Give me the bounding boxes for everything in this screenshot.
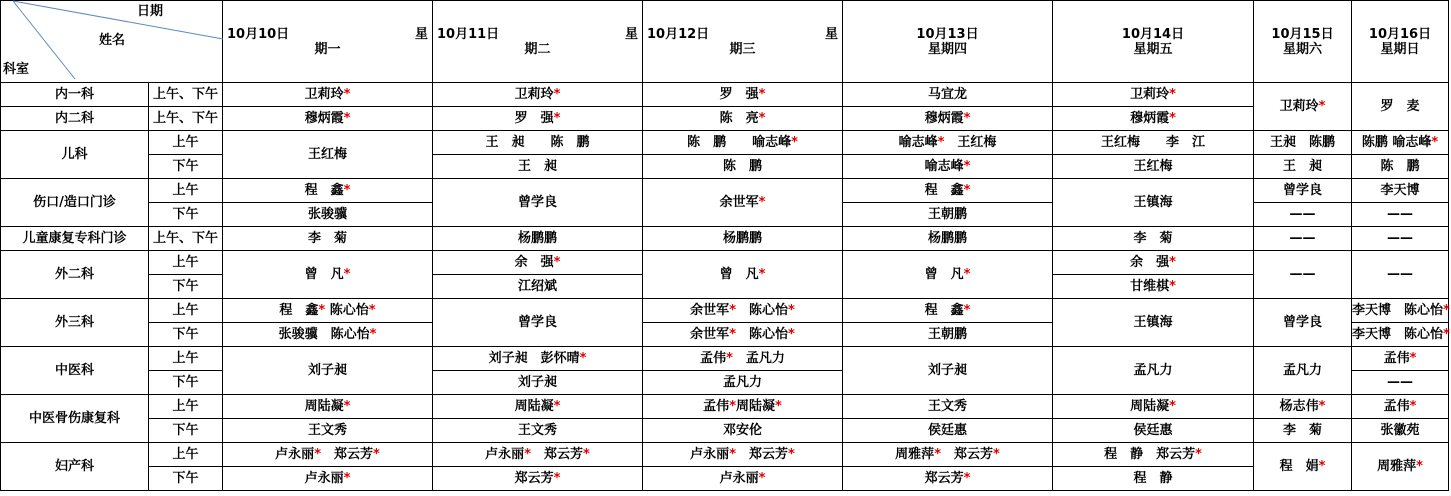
- asterisk-marker: *: [963, 159, 971, 174]
- cell: 李天博 陈心怡*: [1352, 299, 1449, 323]
- cell: 周陆凝*: [223, 395, 433, 419]
- dept-neiyi: 内一科: [1, 83, 149, 107]
- period-am: 上午: [149, 347, 223, 371]
- asterisk-marker: *: [758, 111, 766, 126]
- row-erke-pm: [1, 155, 1449, 179]
- cell: 周陆凝*: [1053, 395, 1254, 419]
- cell: 邓安伦: [643, 419, 843, 443]
- header-row: [1, 1, 1449, 83]
- asterisk-marker: *: [758, 471, 766, 486]
- cell: 王 昶: [433, 155, 643, 179]
- cell: 罗 麦: [1352, 83, 1449, 131]
- row-fuchan-pm: [1, 467, 1449, 491]
- asterisk-marker: *: [1169, 255, 1176, 270]
- asterisk-marker: *: [1169, 279, 1176, 294]
- row-fuchan-am: [1, 443, 1449, 467]
- row-neiyi: [1, 83, 1449, 107]
- asterisk-marker: *: [343, 399, 351, 414]
- cell: 喻志峰* 王红梅: [843, 131, 1053, 155]
- period-both: 上午、下午: [149, 227, 223, 251]
- cell: 穆炳霞*: [1053, 107, 1254, 131]
- cell: ——: [1352, 371, 1449, 395]
- row-zhongyigu-am: [1, 395, 1449, 419]
- asterisk-marker: *: [1169, 87, 1176, 102]
- cell: 孟伟*: [1352, 347, 1449, 371]
- cell: 张骏骥: [223, 203, 433, 227]
- cell: ——: [1352, 251, 1449, 299]
- asterisk-marker: *: [343, 471, 351, 486]
- cell: 程 静 郑云芳*: [1053, 443, 1254, 467]
- cell: 杨志伟*: [1254, 395, 1352, 419]
- asterisk-marker: *: [343, 111, 351, 126]
- asterisk-marker: *: [963, 183, 971, 198]
- cell: 王红梅: [223, 131, 433, 179]
- cell: 周雅萍*: [1352, 443, 1449, 491]
- cell: 王镇海: [1053, 179, 1254, 227]
- asterisk-marker: *: [1431, 135, 1439, 150]
- asterisk-marker: *: [1416, 459, 1423, 474]
- cell: 程 静: [1053, 467, 1254, 491]
- cell: 刘子昶: [433, 371, 643, 395]
- asterisk-marker: *: [729, 399, 736, 414]
- cell: 李 菊: [223, 227, 433, 251]
- row-neier: [1, 107, 1449, 131]
- period-am: 上午: [149, 131, 223, 155]
- asterisk-marker: *: [726, 351, 733, 366]
- row-erke-am: [1, 131, 1449, 155]
- period-am: 上午: [149, 299, 223, 323]
- asterisk-marker: *: [583, 447, 590, 462]
- asterisk-marker: *: [1169, 111, 1176, 126]
- period-am: 上午: [149, 179, 223, 203]
- cell: ——: [1352, 203, 1449, 227]
- cell: 王昶 陈鹏: [1254, 131, 1352, 155]
- cell: 王文秀: [843, 395, 1053, 419]
- cell: 杨鹏鹏: [843, 227, 1053, 251]
- asterisk-marker: *: [553, 87, 561, 102]
- cell: 王红梅 李 江: [1053, 131, 1254, 155]
- date-header-2: 10月12日 星 期三: [643, 1, 843, 83]
- cell: 陈 鹏 喻志峰*: [643, 131, 843, 155]
- period-both: 上午、下午: [149, 83, 223, 107]
- cell: 王 昶 陈 鹏: [433, 131, 643, 155]
- cell: 郑云芳*: [843, 467, 1053, 491]
- dept-waisan: 外三科: [1, 299, 149, 347]
- cell: 陈 鹏: [1352, 155, 1449, 179]
- asterisk-marker: *: [1409, 399, 1417, 414]
- period-am: 上午: [149, 251, 223, 275]
- asterisk-marker: *: [343, 267, 351, 282]
- asterisk-marker: *: [553, 111, 561, 126]
- cell: 罗 强*: [643, 83, 843, 107]
- cell: ——: [1352, 227, 1449, 251]
- cell: 李 菊: [1053, 227, 1254, 251]
- asterisk-marker: *: [1318, 99, 1326, 114]
- cell: 曾 凡*: [643, 251, 843, 299]
- cell: 卢永丽* 郑云芳*: [223, 443, 433, 467]
- asterisk-marker: *: [758, 267, 766, 282]
- asterisk-marker: *: [318, 303, 326, 318]
- dept-neier: 内二科: [1, 107, 149, 131]
- corner-header: [1, 1, 223, 83]
- cell: 曾学良: [1254, 179, 1352, 203]
- period-pm: 下午: [149, 419, 223, 443]
- cell: 余世军* 陈心怡*: [643, 299, 843, 323]
- asterisk-marker: *: [729, 303, 736, 318]
- asterisk-marker: *: [758, 87, 766, 102]
- date-header-3: 10月13日 星期四: [843, 1, 1053, 83]
- row-ertong: [1, 227, 1449, 251]
- cell: 程 鑫* 陈心怡*: [223, 299, 433, 323]
- row-waisan-am: [1, 299, 1449, 323]
- date-header-4: 10月14日 星期五: [1053, 1, 1254, 83]
- date-header-0: 10月10日 星 期一: [223, 1, 433, 83]
- cell: 卫莉玲*: [433, 83, 643, 107]
- cell: 陈鹏 喻志峰*: [1352, 131, 1449, 155]
- period-am: 上午: [149, 395, 223, 419]
- date-header-1: 10月11日 星 期二: [433, 1, 643, 83]
- cell: 李天博: [1352, 179, 1449, 203]
- cell: 刘子昶: [223, 347, 433, 395]
- cell: 余世军*: [643, 179, 843, 227]
- period-pm: 下午: [149, 275, 223, 299]
- asterisk-marker: *: [1443, 303, 1450, 318]
- asterisk-marker: *: [788, 303, 795, 318]
- cell: 孟伟* 孟凡力: [643, 347, 843, 371]
- cell: 程 娟*: [1254, 443, 1352, 491]
- cell: ——: [1254, 203, 1352, 227]
- asterisk-marker: *: [934, 447, 941, 462]
- asterisk-marker: *: [729, 447, 736, 462]
- cell: 曾 凡*: [843, 251, 1053, 299]
- asterisk-marker: *: [1318, 399, 1326, 414]
- cell: 穆炳霞*: [843, 107, 1053, 131]
- cell: 王红梅: [1053, 155, 1254, 179]
- asterisk-marker: *: [788, 447, 795, 462]
- cell: 甘维棋*: [1053, 275, 1254, 299]
- cell: 陈 鹏: [643, 155, 843, 179]
- cell: 穆炳霞*: [223, 107, 433, 131]
- period-am: 上午: [149, 443, 223, 467]
- cell: 张徽苑: [1352, 419, 1449, 443]
- cell: 曾 凡*: [223, 251, 433, 299]
- cell: 王朝鹏: [843, 323, 1053, 347]
- cell: ——: [1254, 227, 1352, 251]
- cell: 杨鹏鹏: [433, 227, 643, 251]
- asterisk-marker: *: [553, 399, 561, 414]
- cell: 卢永丽* 郑云芳*: [433, 443, 643, 467]
- cell: 王 昶: [1254, 155, 1352, 179]
- asterisk-marker: *: [963, 303, 971, 318]
- asterisk-marker: *: [993, 447, 1000, 462]
- row-waier-am: [1, 251, 1449, 275]
- cell: 程 鑫*: [843, 179, 1053, 203]
- period-pm: 下午: [149, 155, 223, 179]
- cell: 卫莉玲*: [1053, 83, 1254, 107]
- cell: 孟伟*: [1352, 395, 1449, 419]
- cell: 孟凡力: [643, 371, 843, 395]
- date-header-6: 10月16日 星期日: [1352, 1, 1449, 83]
- asterisk-marker: *: [369, 327, 377, 342]
- cell: 李天博 陈心怡*: [1352, 323, 1449, 347]
- cell: 卢永丽*: [643, 467, 843, 491]
- cell: 孟伟*周陆凝*: [643, 395, 843, 419]
- asterisk-marker: *: [1318, 459, 1326, 474]
- asterisk-marker: *: [758, 195, 766, 210]
- cell: 侯廷惠: [1053, 419, 1254, 443]
- dept-zhongyi: 中医科: [1, 347, 149, 395]
- asterisk-marker: *: [1409, 351, 1417, 366]
- cell: 余 强*: [1053, 251, 1254, 275]
- asterisk-marker: *: [343, 183, 351, 198]
- cell: 卢永丽* 郑云芳*: [643, 443, 843, 467]
- cell: 杨鹏鹏: [643, 227, 843, 251]
- dept-ertong: 儿童康复专科门诊: [1, 227, 149, 251]
- name-label: 姓名: [99, 33, 126, 48]
- period-both: 上午、下午: [149, 107, 223, 131]
- cell: 陈 亮*: [643, 107, 843, 131]
- cell: 李 菊: [1254, 419, 1352, 443]
- cell: 余世军* 陈心怡*: [643, 323, 843, 347]
- cell: 江绍斌: [433, 275, 643, 299]
- asterisk-marker: *: [775, 399, 782, 414]
- asterisk-marker: *: [729, 327, 736, 342]
- asterisk-marker: *: [1443, 327, 1450, 342]
- cell: 卫莉玲*: [223, 83, 433, 107]
- row-zhongyi-am: [1, 347, 1449, 371]
- cell: 侯廷惠: [843, 419, 1053, 443]
- asterisk-marker: *: [1169, 399, 1176, 414]
- asterisk-marker: *: [963, 471, 971, 486]
- cell: 周雅萍* 郑云芳*: [843, 443, 1053, 467]
- period-pm: 下午: [149, 323, 223, 347]
- period-pm: 下午: [149, 371, 223, 395]
- cell: 王镇海: [1053, 299, 1254, 347]
- cell: 孟凡力: [1053, 347, 1254, 395]
- cell: 孟凡力: [1254, 347, 1352, 395]
- dept-shangkou: 伤口/造口门诊: [1, 179, 149, 227]
- asterisk-marker: *: [579, 351, 587, 366]
- cell: ——: [1254, 251, 1352, 299]
- cell: 曾学良: [1254, 299, 1352, 347]
- dept-label: 科室: [3, 62, 30, 77]
- cell: 王朝鹏: [843, 203, 1053, 227]
- cell: 王文秀: [433, 419, 643, 443]
- date-header-5: 10月15日 星期六: [1254, 1, 1352, 83]
- cell: 喻志峰*: [843, 155, 1053, 179]
- cell: 罗 强*: [433, 107, 643, 131]
- asterisk-marker: *: [553, 471, 561, 486]
- asterisk-marker: *: [963, 267, 971, 282]
- cell: 程 鑫*: [843, 299, 1053, 323]
- asterisk-marker: *: [963, 111, 971, 126]
- cell: 马宜龙: [843, 83, 1053, 107]
- cell: 刘子昶 彭怀晴*: [433, 347, 643, 371]
- dept-erke: 儿科: [1, 131, 149, 179]
- row-zhongyigu-pm: [1, 419, 1449, 443]
- cell: 王文秀: [223, 419, 433, 443]
- date-label: 日期: [137, 4, 164, 19]
- asterisk-marker: *: [368, 303, 376, 318]
- asterisk-marker: *: [788, 327, 795, 342]
- dept-zhongyigu: 中医骨伤康复科: [1, 395, 149, 443]
- cell: 卢永丽*: [223, 467, 433, 491]
- cell: 刘子昶: [843, 347, 1053, 395]
- cell: 曾学良: [433, 299, 643, 347]
- dept-fuchan: 妇产科: [1, 443, 149, 491]
- cell: 张骏骥 陈心怡*: [223, 323, 433, 347]
- asterisk-marker: *: [314, 447, 321, 462]
- asterisk-marker: *: [937, 135, 945, 150]
- asterisk-marker: *: [343, 87, 351, 102]
- cell: 卫莉玲*: [1254, 83, 1352, 131]
- asterisk-marker: *: [373, 447, 380, 462]
- cell: 周陆凝*: [433, 395, 643, 419]
- asterisk-marker: *: [524, 447, 531, 462]
- cell: 余 强*: [433, 251, 643, 275]
- asterisk-marker: *: [1195, 447, 1202, 462]
- asterisk-marker: *: [791, 135, 798, 150]
- period-pm: 下午: [149, 467, 223, 491]
- period-pm: 下午: [149, 203, 223, 227]
- cell: 郑云芳*: [433, 467, 643, 491]
- row-shangkou-am: [1, 179, 1449, 203]
- asterisk-marker: *: [553, 255, 561, 270]
- cell: 程 鑫*: [223, 179, 433, 203]
- cell: 曾学良: [433, 179, 643, 227]
- dept-waier: 外二科: [1, 251, 149, 299]
